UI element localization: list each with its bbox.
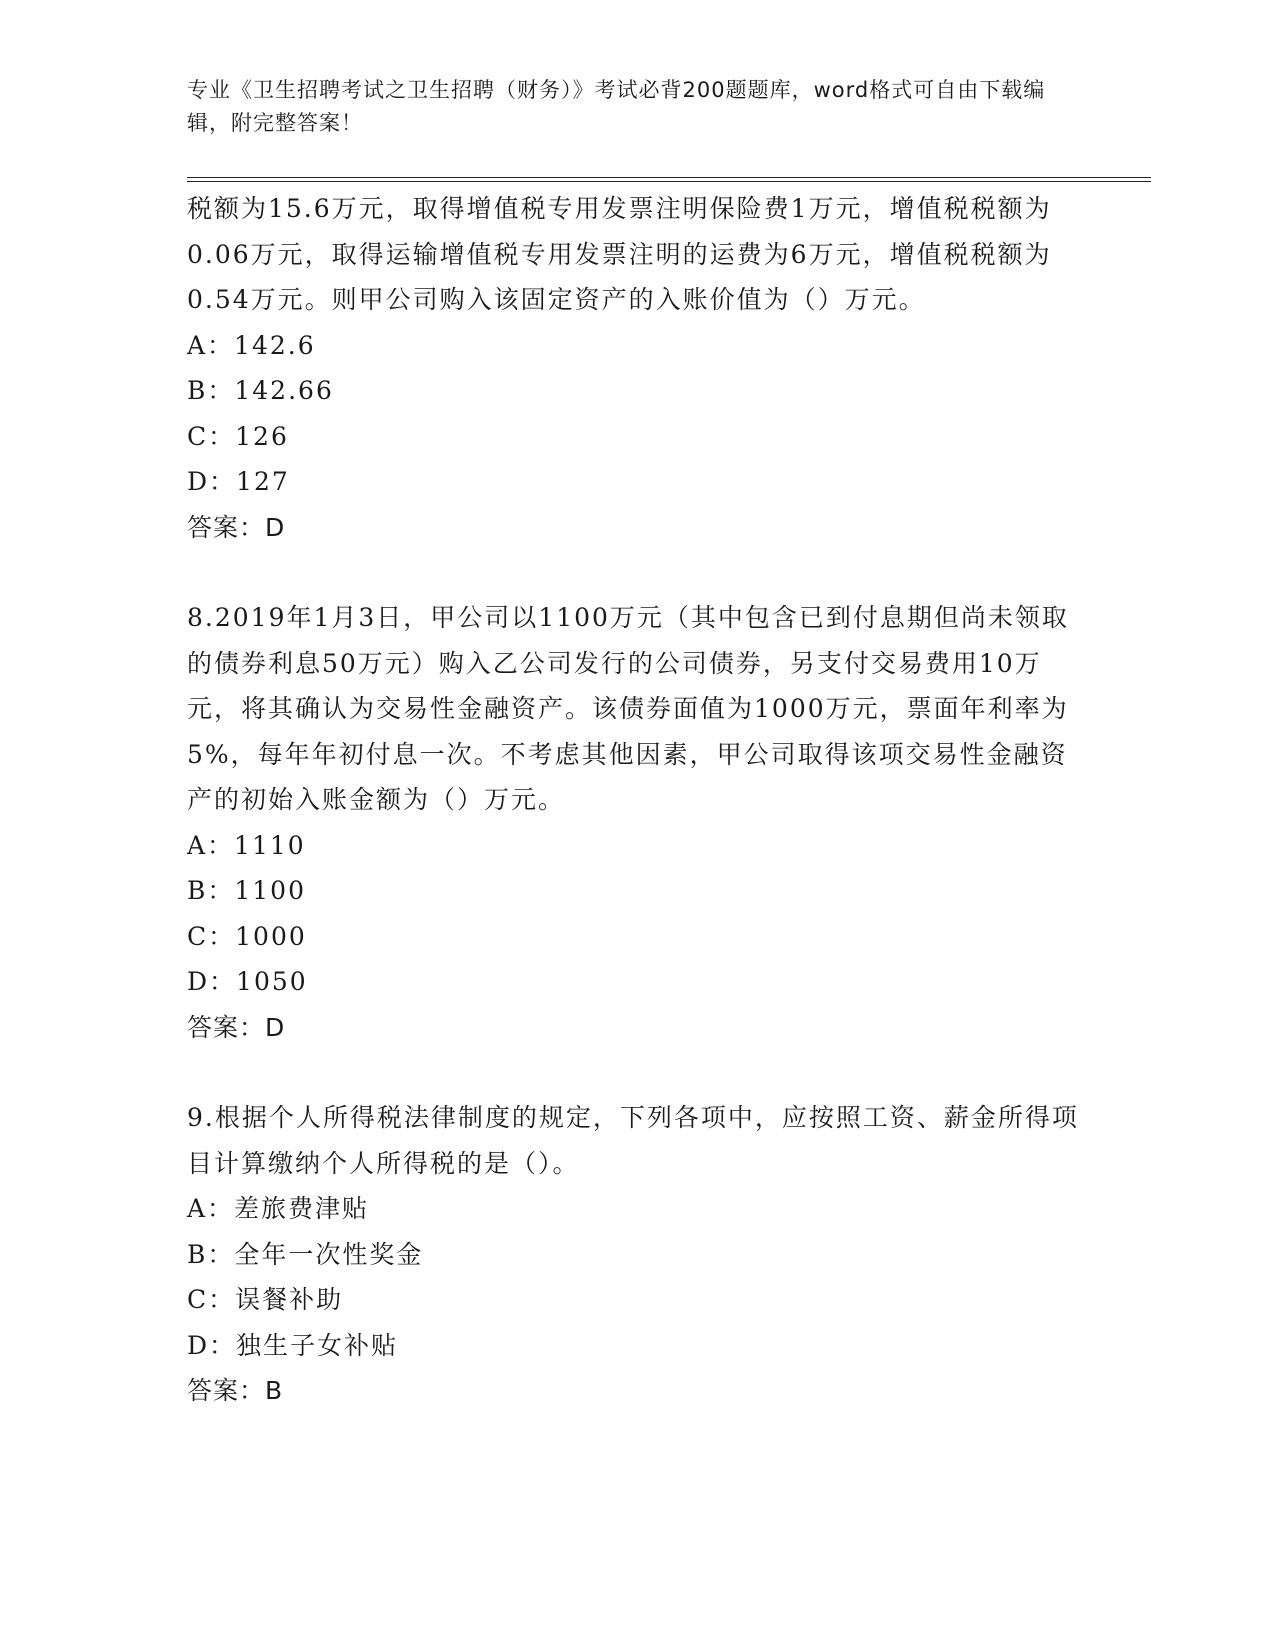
question-7-option-a: A：142.6 [187,330,316,360]
document-header: 专业《卫生招聘考试之卫生招聘（财务）》考试必背200题题库，word格式可自由下载编辑，附完整答案！ [187,78,1046,135]
spacer [187,550,1087,595]
question-9-option-d: D：独生子女补贴 [187,1330,399,1360]
question-9-option-c: C：误餐补助 [187,1285,344,1314]
question-7-option-d: D：127 [187,467,290,496]
question-7 [187,186,1087,550]
question-9-answer: 答案：B [187,1376,284,1405]
question-7-text: 税额为15.6万元，取得增值税专用发票注明保险费1万元，增值税税额为0.06万元，取得运输增值税专用发票注明的运费为6万元，增值税税额为0.54万元。则甲公司购入该固定资产的入账价值为（）万元。 [187,194,1052,314]
question-8-text: 8.2019年1月3日，甲公司以1100万元（其中包含已到付息期但尚未领取的债券利息50万元）购入乙公司发行的公司债券，另支付交易费用10万元，将其确认为交易性金融资产。该债券面值为1000万元，票面年利率为5%，每年年初付息一次。不考虑其他因素，甲公司取得该项交易性金融资产的初始入账金额为（）万元。 [187,603,1069,814]
question-9-text: 9.根据个人所得税法律制度的规定，下列各项中，应按照工资、薪金所得项目计算缴纳个人所得税的是（）。 [187,1103,1079,1178]
question-8-option-b: B：1100 [187,876,306,905]
spacer [187,1050,1087,1095]
question-9-option-a: A：差旅费津贴 [187,1194,370,1223]
question-8 [187,595,1087,1050]
question-7-answer: 答案：D [187,512,286,542]
question-8-option-c: C：1000 [187,921,307,951]
question-7-option-c: C：126 [187,421,289,451]
question-8-option-a: A：1110 [187,830,306,860]
document-body [187,186,1087,1414]
question-8-answer: 答案：D [187,1012,286,1042]
question-8-option-d: D：1050 [187,967,308,996]
question-7-option-b: B：142.66 [187,376,334,405]
question-9 [187,1095,1087,1414]
question-9-option-b: B：全年一次性奖金 [187,1239,424,1269]
header-divider [187,177,1151,182]
